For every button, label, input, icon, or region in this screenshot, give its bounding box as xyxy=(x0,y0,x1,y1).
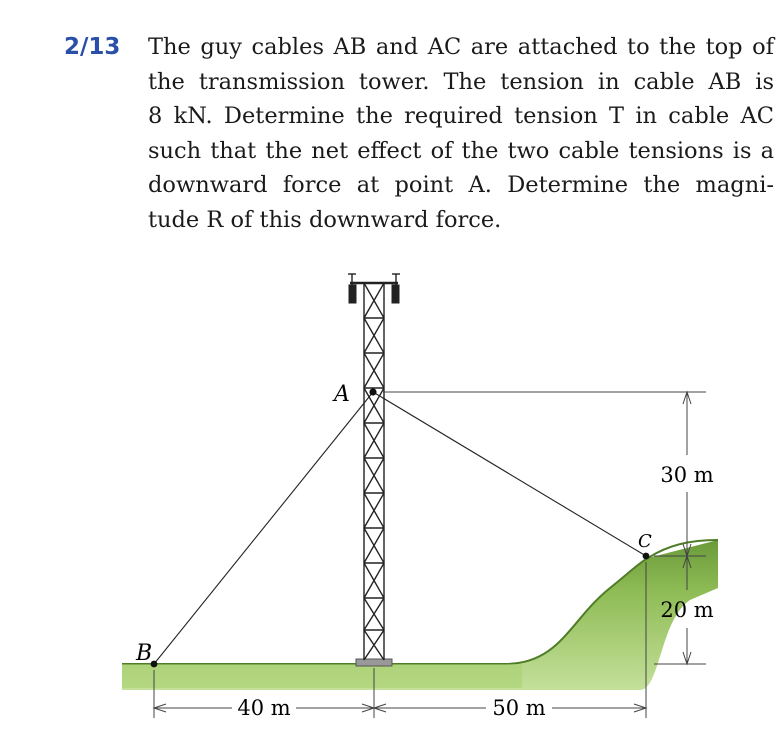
dim-50m: 50 m xyxy=(492,696,546,720)
problem-line: 8 kN. Determine the required tension T in cable AC xyxy=(148,103,774,129)
label-A: A xyxy=(334,382,350,407)
dim-20m: 20 m xyxy=(660,598,714,622)
label-C: C xyxy=(638,531,652,552)
problem-line: tude R of this downward force. xyxy=(148,206,502,233)
problem-line: downward force at point A. Determine the magni- xyxy=(148,172,774,198)
point-A xyxy=(369,388,376,395)
problem-number: 2/13 xyxy=(64,34,121,60)
tower-base xyxy=(356,659,392,666)
cable-AB xyxy=(154,392,373,664)
dim-40m: 40 m xyxy=(237,696,291,720)
cable-AC xyxy=(373,392,646,556)
problem-line: The guy cables AB and AC are attached to the top of xyxy=(148,34,774,60)
tower-crossarm xyxy=(348,274,400,303)
dim-30m: 30 m xyxy=(660,463,714,487)
ground-band xyxy=(122,664,522,688)
tower-lattice xyxy=(364,283,384,660)
problem-line: such that the net effect of the two cable tensions is a xyxy=(148,137,774,164)
point-C xyxy=(643,553,650,560)
problem-line: the transmission tower. The tension in cable AB is xyxy=(148,68,774,95)
label-B: B xyxy=(136,641,153,666)
